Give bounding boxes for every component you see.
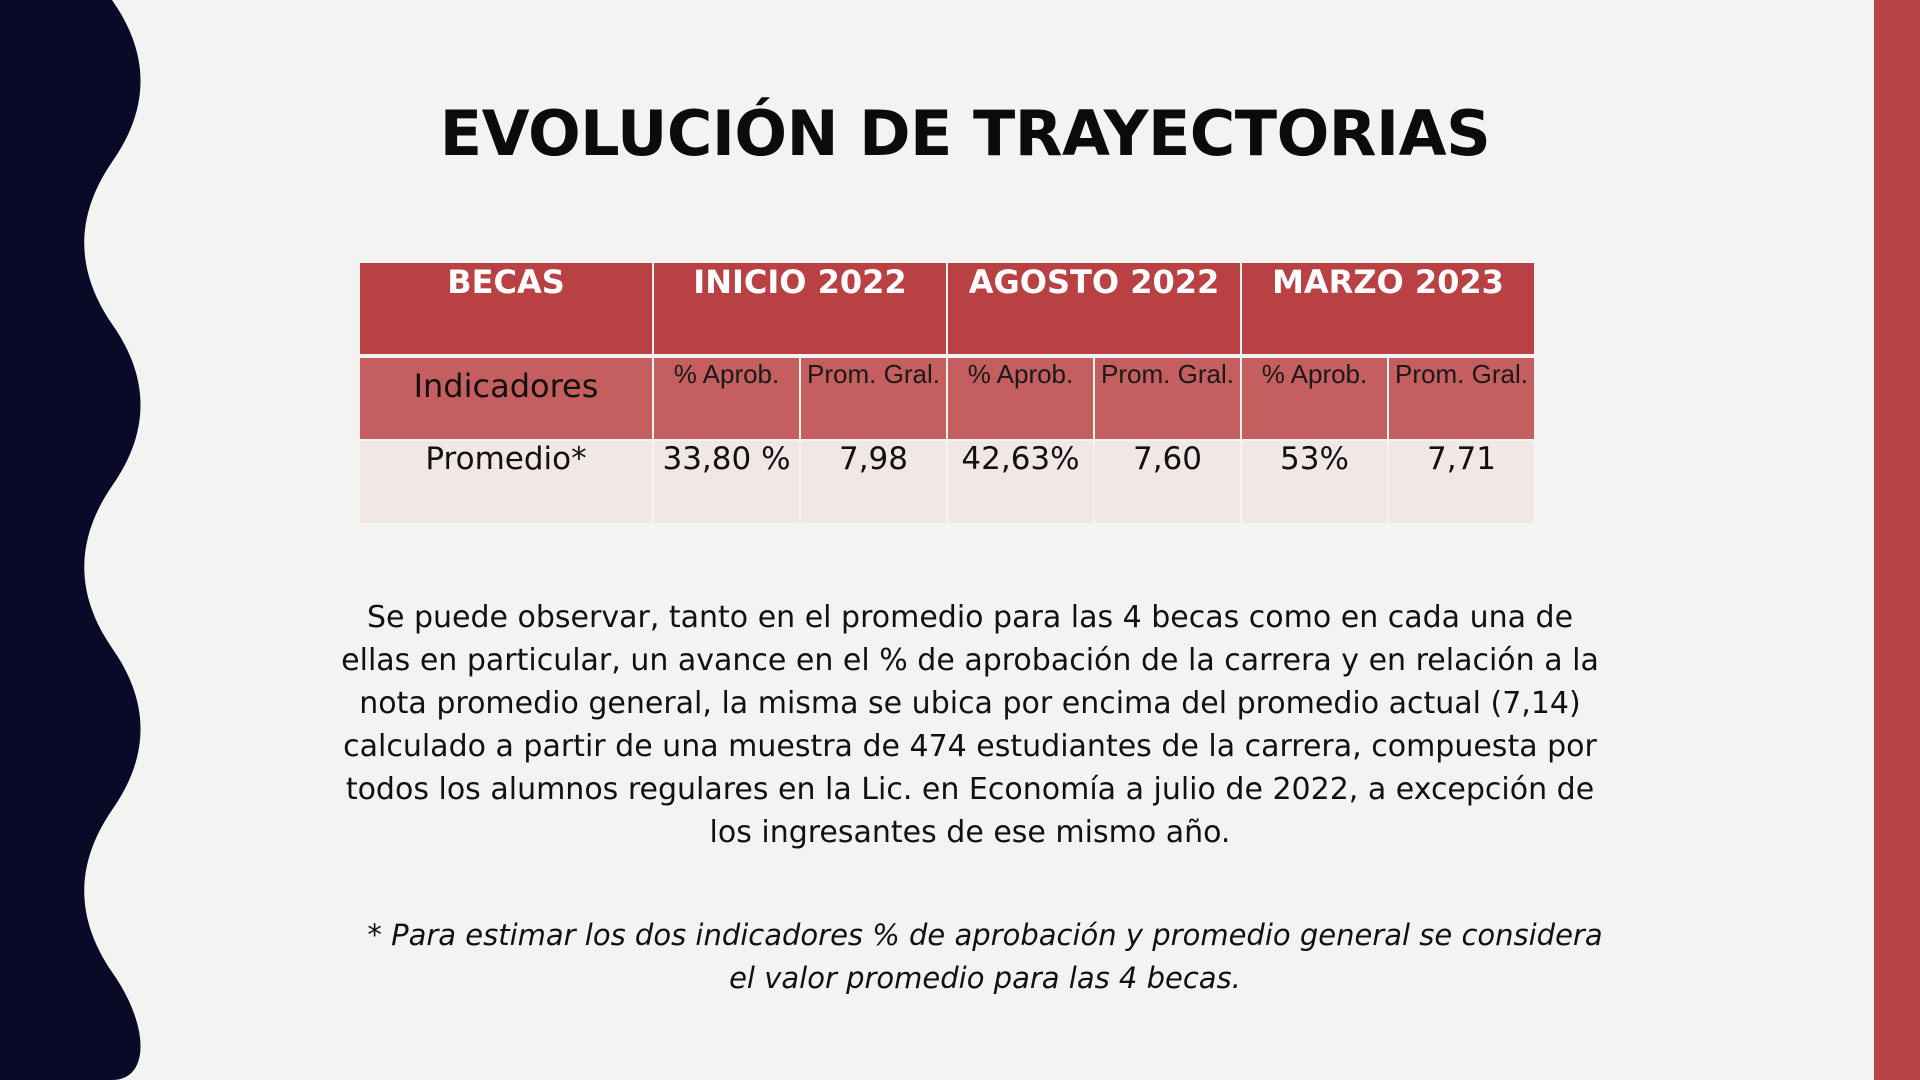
header-agosto-2022: AGOSTO 2022 [947, 262, 1241, 356]
row-label-promedio: Promedio* [359, 440, 653, 524]
footnote: * Para estimar los dos indicadores % de aprobación y promedio general se considera el valor promedio para las 4 becas. [367, 918, 1603, 995]
table-cell: 53% [1241, 440, 1388, 524]
subheader-indicadores: Indicadores [359, 356, 653, 440]
table-header-row [359, 262, 1535, 356]
table-row [359, 440, 1535, 524]
trajectories-table-container [358, 261, 1536, 525]
subheader-col: % Aprob. [947, 356, 1094, 440]
body-paragraph: Se puede observar, tanto en el promedio para las 4 becas como en cada una de ellas en particular, un avance en el % de aprobación de la carrera y en relación a la nota promedio general, la misma se ubica por encima del promedio actual (7,14) calculado a partir de una muestra de 474 estudiantes de la carrera, compuesta por todos los alumnos regulares en la Lic. en Economía a julio de 2022, a excepción de los ingresantes de ese mismo año. [341, 600, 1599, 850]
trajectories-table [358, 261, 1536, 525]
subheader-col: % Aprob. [1241, 356, 1388, 440]
table-cell: 7,71 [1388, 440, 1535, 524]
table-cell: 7,60 [1094, 440, 1241, 524]
subheader-col: Prom. Gral. [1094, 356, 1241, 440]
header-becas: BECAS [359, 262, 653, 356]
subheader-col: % Aprob. [653, 356, 800, 440]
table-cell: 7,98 [800, 440, 947, 524]
slide-title: EVOLUCIÓN DE TRAYECTORIAS [439, 97, 1491, 170]
table-subheader-row [359, 356, 1535, 440]
header-marzo-2023: MARZO 2023 [1241, 262, 1535, 356]
table-cell: 33,80 % [653, 440, 800, 524]
subheader-col: Prom. Gral. [1388, 356, 1535, 440]
table-cell: 42,63% [947, 440, 1094, 524]
subheader-col: Prom. Gral. [800, 356, 947, 440]
header-inicio-2022: INICIO 2022 [653, 262, 947, 356]
